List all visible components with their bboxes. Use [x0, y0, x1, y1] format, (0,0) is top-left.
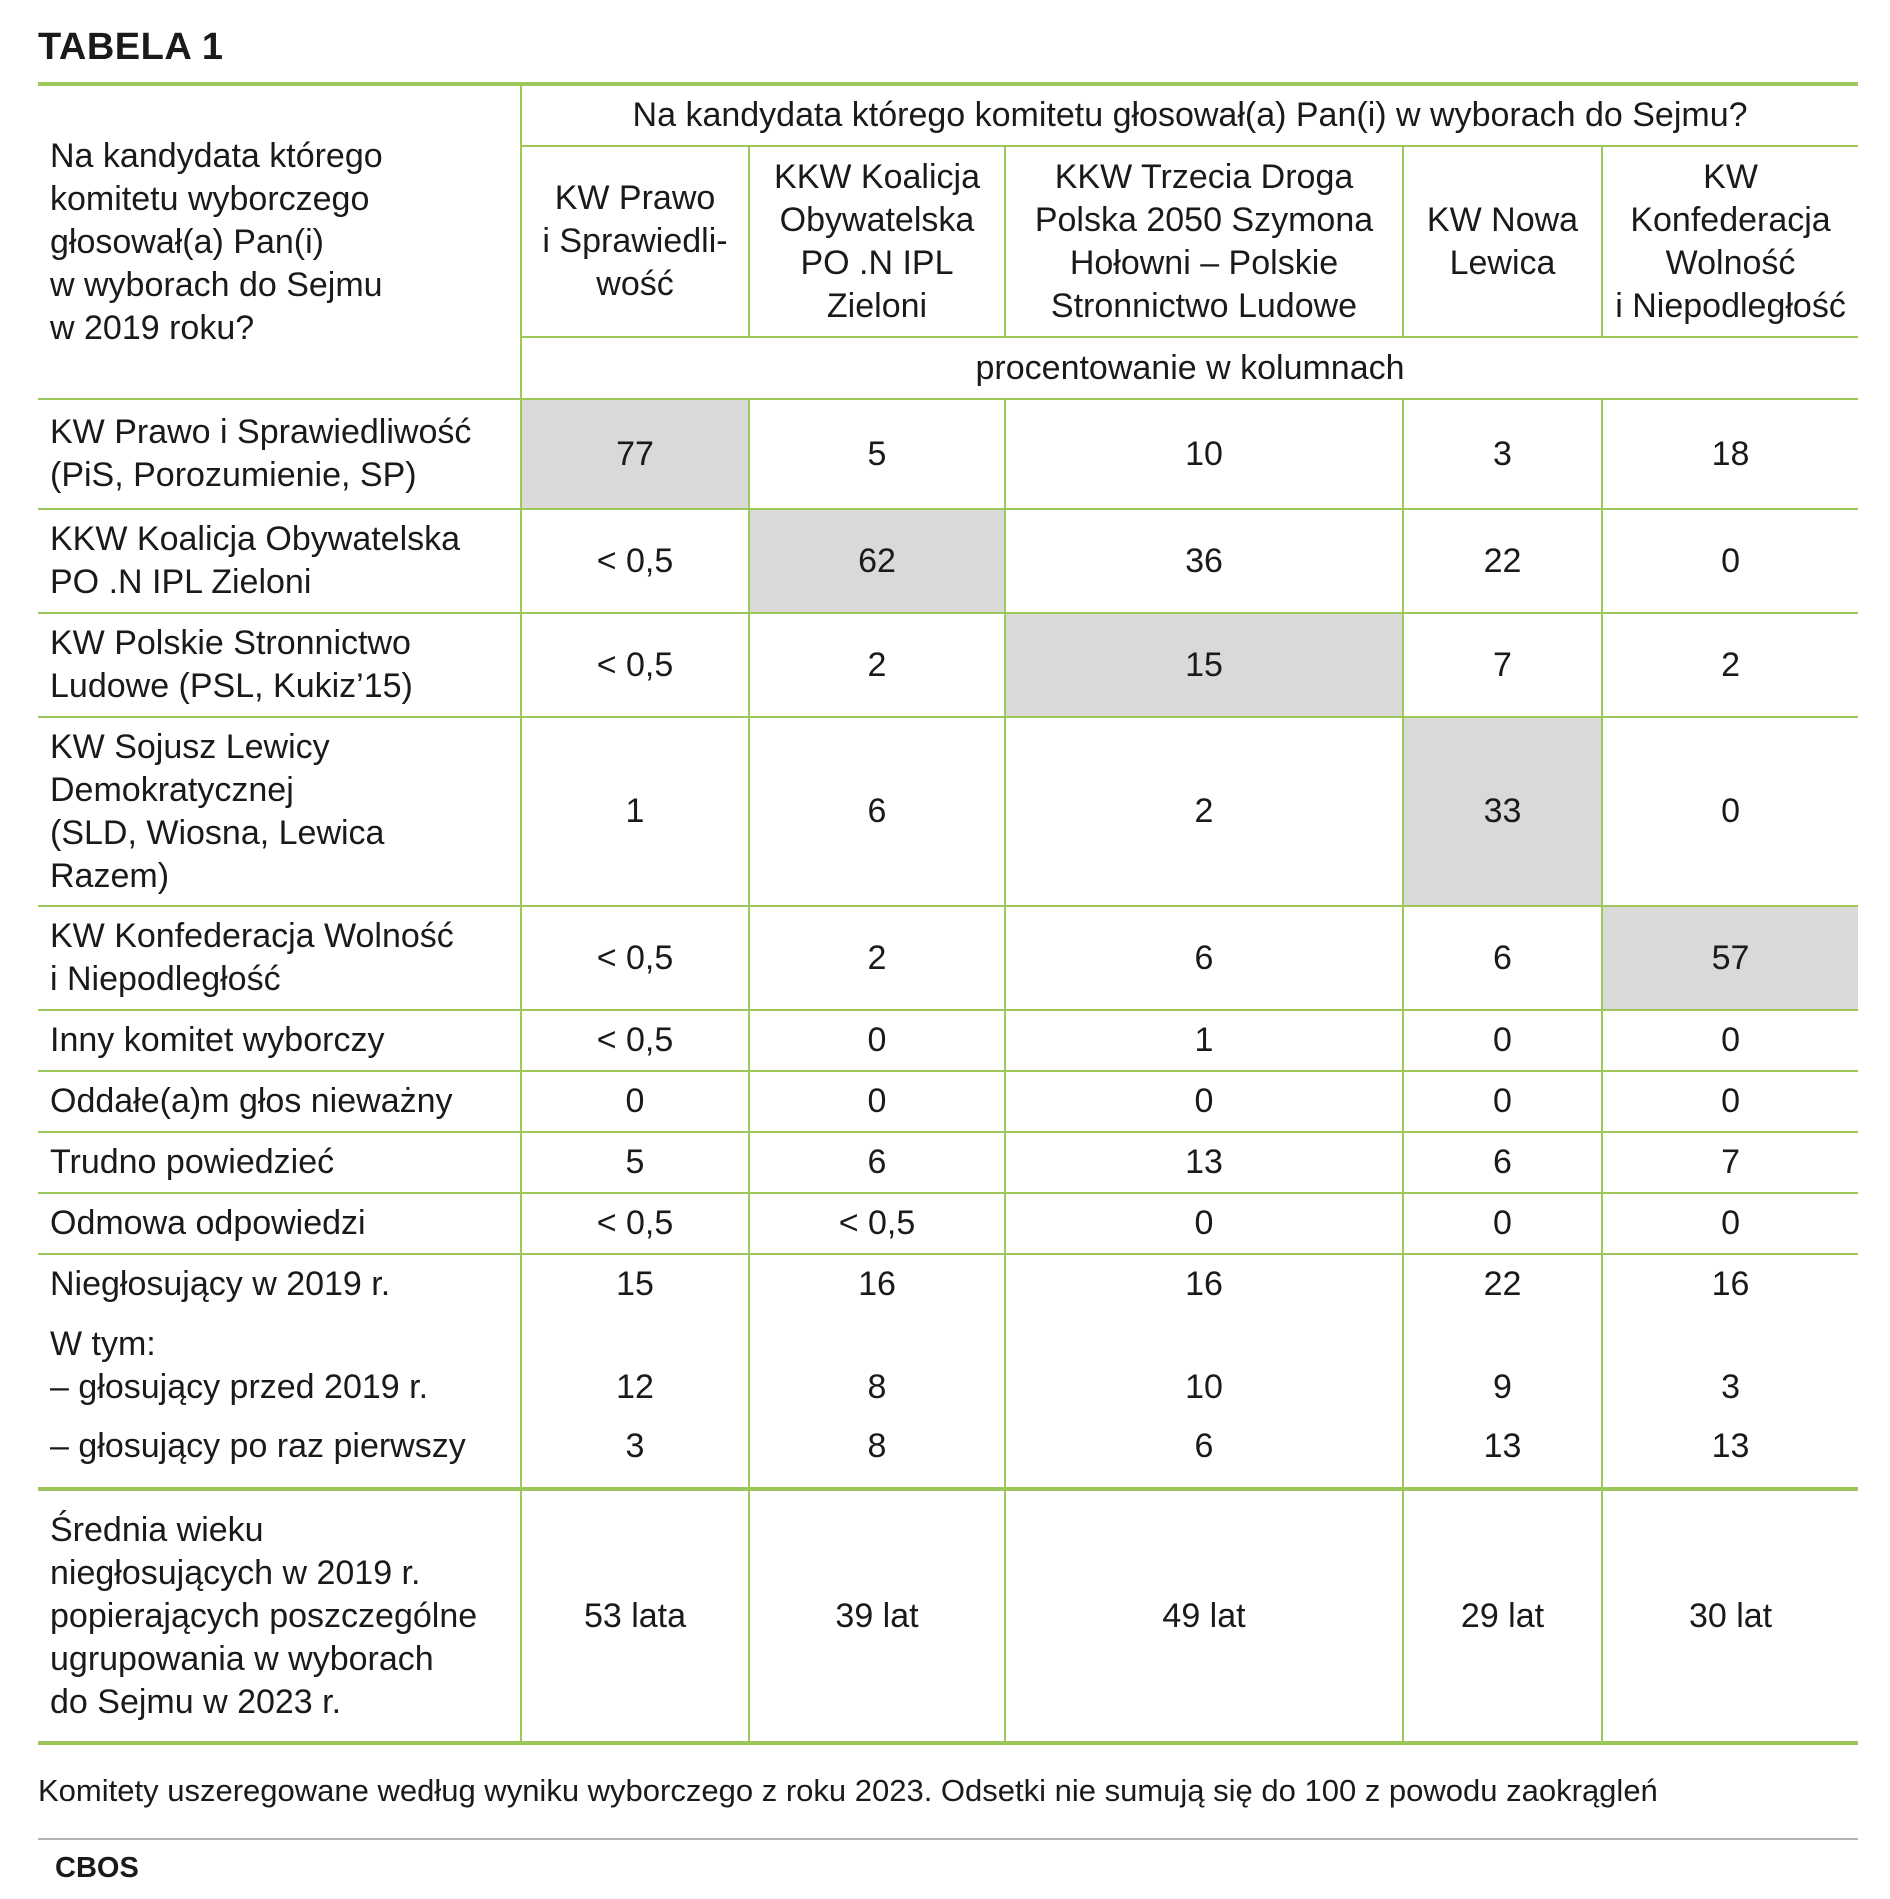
column-header-line: i Sprawiedli-	[542, 222, 728, 260]
row-label-line: KW Prawo i Sprawiedliwość	[50, 413, 472, 451]
row-label-line: KW Konfederacja Wolność	[50, 917, 454, 955]
value-cell: < 0,5	[521, 509, 749, 613]
column-header-line: Konfederacja	[1630, 200, 1831, 239]
row-label-line: (PiS, Porozumienie, SP)	[50, 456, 417, 494]
value-cell: 77	[521, 399, 749, 509]
column-header-line: KW Prawo	[554, 179, 716, 217]
column-header-line: Zieloni	[826, 286, 928, 325]
value-cell: 0	[1602, 1193, 1858, 1254]
average-age-value: 49 lat	[1005, 1489, 1403, 1743]
nonvoters-value: 16	[1185, 1265, 1223, 1303]
row-label	[38, 509, 521, 613]
nonvoters-values	[1005, 1254, 1403, 1489]
average-age-label-line: niegłosujących w 2019 r.	[50, 1553, 421, 1592]
table-row	[38, 399, 1858, 509]
table-row	[38, 1071, 1858, 1132]
value-cell: < 0,5	[521, 906, 749, 1010]
average-age-label-line: Średnia wieku	[50, 1510, 264, 1549]
value-cell: 0	[1602, 1010, 1858, 1071]
value-cell: < 0,5	[749, 1193, 1005, 1254]
row-label	[38, 613, 521, 717]
value-cell: 7	[1403, 613, 1602, 717]
column-header-line: i Niepodległość	[1615, 286, 1846, 325]
table-row	[38, 906, 1858, 1010]
row-header-text	[50, 135, 514, 350]
value-cell: 6	[1403, 1132, 1602, 1193]
column-header-line: Wolność	[1665, 243, 1796, 282]
column-header	[521, 146, 749, 337]
value-cell: 6	[1403, 906, 1602, 1010]
value-cell: 6	[749, 1132, 1005, 1193]
nonvoters-subrow-value: 9	[1493, 1368, 1512, 1406]
row-label-line: KKW Koalicja Obywatelska	[50, 520, 461, 558]
nonvoters-subrow-value: 10	[1185, 1368, 1223, 1406]
column-header-line: KKW Trzecia Droga	[1054, 157, 1354, 196]
table-title: TABELA 1	[38, 26, 224, 68]
table-row	[38, 509, 1858, 613]
value-cell: 0	[1602, 509, 1858, 613]
row-label-line: Inny komitet wyborczy	[50, 1021, 385, 1059]
table-row	[38, 1193, 1858, 1254]
nonvoters-subrow-value: 3	[625, 1427, 645, 1465]
row-header-line: głosował(a) Pan(i)	[50, 222, 324, 261]
average-age-label-line: ugrupowania w wyborach	[50, 1639, 434, 1678]
column-header-line: KW Nowa	[1426, 200, 1579, 239]
column-header-line: Obywatelska	[779, 200, 975, 239]
average-age-label-line: popierających poszczególne	[50, 1596, 478, 1635]
column-header	[1403, 146, 1602, 337]
nonvoters-subrow-value: 3	[1721, 1368, 1740, 1406]
value-cell: 2	[749, 906, 1005, 1010]
value-cell: 0	[1602, 1071, 1858, 1132]
nonvoters-subrow-value: 13	[1483, 1427, 1522, 1465]
row-label-line: KW Sojusz Lewicy	[50, 727, 330, 766]
column-header	[749, 146, 1005, 337]
nonvoters-subrow-label: – głosujący po raz pierwszy	[50, 1427, 466, 1465]
row-header-line: komitetu wyborczego	[50, 179, 370, 218]
nonvoters-values	[1403, 1254, 1602, 1489]
value-cell: 1	[1005, 1010, 1403, 1071]
nonvoters-values	[1602, 1254, 1858, 1489]
column-header	[1005, 146, 1403, 337]
results-table	[38, 82, 1858, 1745]
column-header-line: Lewica	[1449, 243, 1556, 282]
value-cell: 0	[749, 1071, 1005, 1132]
footnote: Komitety uszeregowane według wyniku wyborczego z roku 2023. Odsetki nie sumują się do 100 z powodu zaokrągleń	[38, 1773, 1658, 1808]
row-label-line: (SLD, Wiosna, Lewica	[50, 813, 385, 852]
column-header-line: wość	[596, 265, 674, 303]
row-label-line: Oddałe(a)m głos nieważny	[50, 1082, 453, 1120]
row-label-line: PO .N IPL Zieloni	[50, 563, 312, 601]
row-label	[38, 1010, 521, 1071]
column-header	[1602, 146, 1858, 337]
row-label-line: Trudno powiedzieć	[50, 1143, 335, 1181]
table-row	[38, 613, 1858, 717]
value-cell: 2	[1602, 613, 1858, 717]
value-cell: 0	[1005, 1071, 1403, 1132]
value-cell: 6	[1005, 906, 1403, 1010]
value-cell: 36	[1005, 509, 1403, 613]
row-label-line: Odmowa odpowiedzi	[50, 1204, 366, 1242]
nonvoters-row	[38, 1254, 1858, 1489]
nonvoters-title: Niegłosujący w 2019 r.	[50, 1265, 391, 1303]
value-cell: 2	[749, 613, 1005, 717]
row-label	[38, 1071, 521, 1132]
value-cell: 57	[1602, 906, 1858, 1010]
column-header-line: Stronnictwo Ludowe	[1050, 286, 1358, 325]
row-label	[38, 717, 521, 906]
column-header-line: Polska 2050 Szymona	[1034, 200, 1374, 239]
nonvoters-subrow-label: – głosujący przed 2019 r.	[50, 1368, 429, 1406]
value-cell: 1	[521, 717, 749, 906]
row-header-cell	[38, 84, 521, 399]
table-row	[38, 717, 1858, 906]
value-cell: 2	[1005, 717, 1403, 906]
value-cell: 3	[1403, 399, 1602, 509]
column-header-line: Hołowni – Polskie	[1069, 243, 1339, 282]
nonvoters-subrow-value: 8	[867, 1368, 887, 1406]
bottom-divider	[38, 1838, 1858, 1840]
table-row	[38, 1010, 1858, 1071]
nonvoters-values	[521, 1254, 749, 1489]
table-row	[38, 1132, 1858, 1193]
value-cell: 0	[1602, 717, 1858, 906]
value-cell: 13	[1005, 1132, 1403, 1193]
nonvoters-subrow-value: 6	[1194, 1427, 1214, 1465]
row-label-line: Ludowe (PSL, Kukiz’15)	[50, 667, 413, 705]
column-header-line: KW	[1703, 157, 1758, 196]
value-cell: 10	[1005, 399, 1403, 509]
average-age-label-line: do Sejmu w 2023 r.	[50, 1682, 342, 1721]
row-label	[38, 399, 521, 509]
nonvoters-subrow-value: 13	[1711, 1427, 1750, 1465]
header-row-question	[38, 84, 1858, 146]
row-header-line: w 2019 roku?	[50, 308, 255, 347]
nonvoters-value: 16	[1711, 1265, 1750, 1303]
nonvoters-value: 16	[858, 1265, 896, 1303]
value-cell: 0	[1403, 1010, 1602, 1071]
value-cell: 5	[521, 1132, 749, 1193]
value-cell: 0	[521, 1071, 749, 1132]
unit-note: procentowanie w kolumnach	[521, 337, 1858, 399]
row-label	[38, 1193, 521, 1254]
value-cell: < 0,5	[521, 1010, 749, 1071]
nonvoters-values	[749, 1254, 1005, 1489]
value-cell: 33	[1403, 717, 1602, 906]
average-age-value: 53 lata	[521, 1489, 749, 1743]
value-cell: 0	[1403, 1193, 1602, 1254]
value-cell: < 0,5	[521, 613, 749, 717]
row-label-line: KW Polskie Stronnictwo	[50, 624, 411, 662]
value-cell: 5	[749, 399, 1005, 509]
row-label-line: i Niepodległość	[50, 960, 281, 998]
nonvoters-value: 22	[1483, 1265, 1522, 1303]
value-cell: 0	[1403, 1071, 1602, 1132]
nonvoters-value: 15	[616, 1265, 654, 1303]
row-label	[38, 906, 521, 1010]
value-cell: 7	[1602, 1132, 1858, 1193]
column-header-line: PO .N IPL	[800, 243, 954, 282]
average-age-row	[38, 1489, 1858, 1743]
nonvoters-subrow-value: 8	[867, 1427, 887, 1465]
row-label-line: Razem)	[50, 856, 170, 895]
value-cell: < 0,5	[521, 1193, 749, 1254]
column-header-line: KKW Koalicja	[774, 157, 980, 196]
row-header-line: w wyborach do Sejmu	[50, 265, 383, 304]
nonvoters-label	[38, 1254, 521, 1489]
value-cell: 0	[1005, 1193, 1403, 1254]
nonvoters-subrow-value: 12	[616, 1368, 654, 1406]
average-age-value: 39 lat	[749, 1489, 1005, 1743]
value-cell: 15	[1005, 613, 1403, 717]
value-cell: 18	[1602, 399, 1858, 509]
average-age-value: 29 lat	[1403, 1489, 1602, 1743]
value-cell: 0	[749, 1010, 1005, 1071]
row-header-line: Na kandydata którego	[50, 136, 383, 175]
column-question: Na kandydata którego komitetu głosował(a) Pan(i) w wyborach do Sejmu?	[521, 84, 1858, 146]
nonvoters-subheader: W tym:	[50, 1325, 156, 1363]
average-age-label	[38, 1489, 521, 1743]
value-cell: 22	[1403, 509, 1602, 613]
average-age-value: 30 lat	[1602, 1489, 1858, 1743]
row-label	[38, 1132, 521, 1193]
value-cell: 6	[749, 717, 1005, 906]
row-label-line: Demokratycznej	[50, 770, 294, 809]
source-label: CBOS	[55, 1852, 139, 1884]
value-cell: 62	[749, 509, 1005, 613]
